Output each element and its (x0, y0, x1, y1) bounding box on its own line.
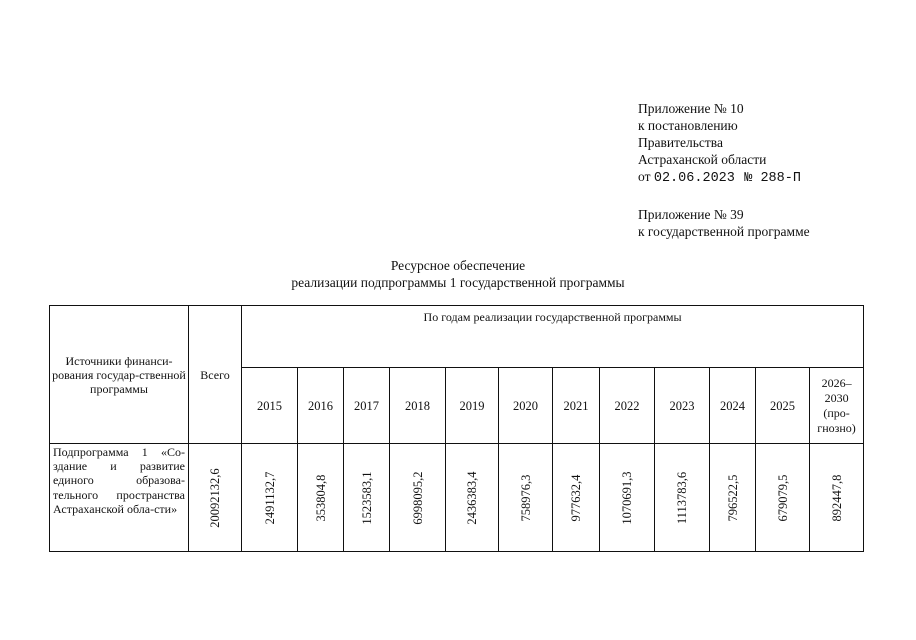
year-header: 2023 (655, 368, 710, 444)
header-source: Источники финанси-рования государ-ственной программы (50, 306, 189, 444)
header-years-group: По годам реализации государственной программы (242, 306, 864, 368)
date-prefix: от (638, 169, 651, 184)
year-range-header (810, 368, 864, 444)
year-value-cell (344, 444, 390, 552)
year-range-line: гнозно) (817, 420, 856, 435)
appendix-10-block (638, 100, 801, 187)
year-header: 2015 (242, 368, 298, 444)
year-value: 977632,4 (569, 474, 583, 521)
year-range-line: 2030 (824, 390, 849, 405)
appendix-10-date-line (638, 168, 801, 187)
year-value: 1070691,3 (620, 470, 634, 525)
year-header: 2016 (298, 368, 344, 444)
year-value-cell (710, 444, 756, 552)
year-header: 2021 (553, 368, 600, 444)
title-line2: реализации подпрограммы 1 государственной программы (291, 275, 625, 290)
year-value-cell (810, 444, 864, 552)
appendix-10-line2: к постановлению (638, 118, 738, 133)
year-value: 796522,5 (725, 474, 740, 521)
document-title (0, 257, 916, 291)
year-value: 892447,8 (829, 474, 844, 521)
year-value: 6998095,2 (410, 470, 425, 525)
year-header: 2020 (499, 368, 553, 444)
title-line1: Ресурсное обеспечение (390, 258, 526, 273)
year-value-cell (390, 444, 446, 552)
total-value-cell (189, 444, 242, 552)
year-range-line: (про- (823, 405, 850, 420)
resource-table (49, 305, 864, 552)
year-header: 2018 (390, 368, 446, 444)
year-value-cell (600, 444, 655, 552)
year-value-cell (499, 444, 553, 552)
year-value-cell (446, 444, 499, 552)
resolution-date: 02.06.2023 (653, 171, 735, 186)
subprogram-label: Подпрограмма 1 «Со-здание и развитие единого образова-тельного пространства Астраханской обла-сти» (50, 444, 189, 552)
year-header: 2025 (756, 368, 810, 444)
appendix-10-line1: Приложение № 10 (638, 101, 744, 116)
year-value: 1113783,6 (675, 471, 689, 524)
year-value: 2491132,7 (262, 471, 277, 524)
year-range-line: 2026– (821, 375, 852, 390)
year-value-cell (756, 444, 810, 552)
year-header: 2019 (446, 368, 499, 444)
year-header: 2022 (600, 368, 655, 444)
header-total: Всего (189, 306, 242, 444)
total-value: 20092132,6 (208, 467, 222, 528)
appendix-10-line3: Правительства (638, 135, 723, 150)
year-value: 2436383,4 (465, 470, 479, 525)
year-value: 758976,3 (518, 474, 533, 521)
table-row (50, 444, 864, 552)
year-value-cell (655, 444, 710, 552)
year-value-cell (298, 444, 344, 552)
appendix-39-block (638, 206, 810, 240)
year-value-cell (242, 444, 298, 552)
year-value: 1523583,1 (359, 470, 374, 525)
appendix-39-line2: к государственной программе (638, 224, 810, 239)
resolution-number: № 288-П (744, 171, 801, 186)
year-value: 679079,5 (775, 474, 790, 521)
appendix-10-line4: Астраханской области (638, 152, 767, 167)
year-header: 2024 (710, 368, 756, 444)
year-value: 353804,8 (313, 474, 328, 521)
year-header: 2017 (344, 368, 390, 444)
year-value-cell (553, 444, 600, 552)
appendix-39-line1: Приложение № 39 (638, 207, 744, 222)
